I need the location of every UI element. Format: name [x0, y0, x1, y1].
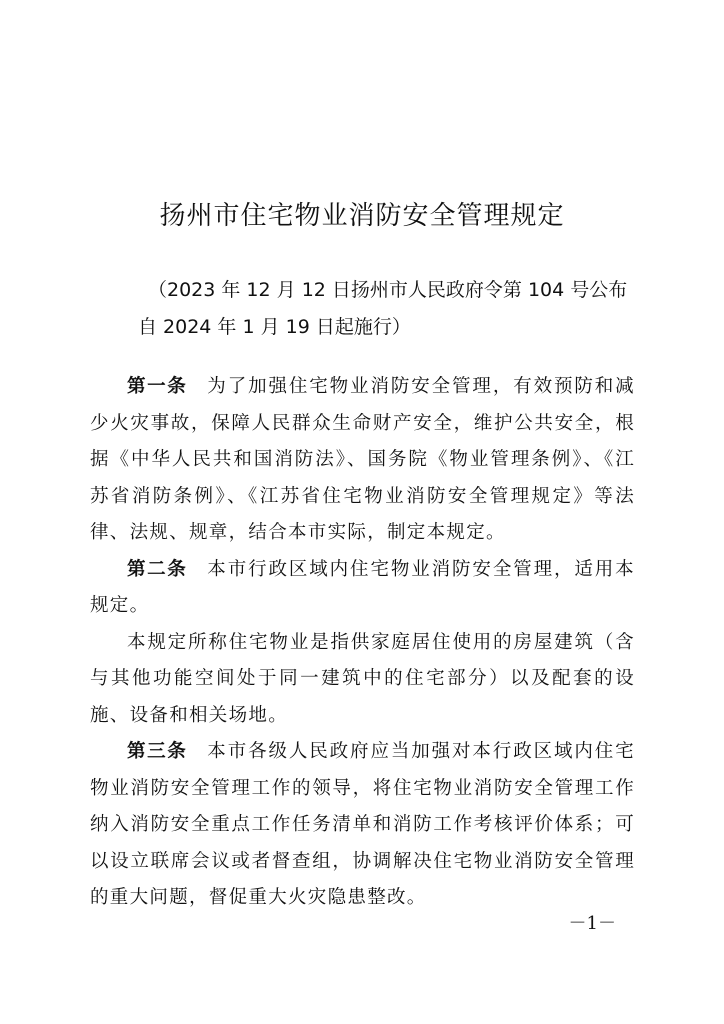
article-1-label: 第一条 — [127, 376, 188, 397]
publication-note — [138, 272, 638, 346]
article-3-text: 本市各级人民政府应当加强对本行政区域内住宅物业消防安全管理工作的领导，将住宅物业消防安全管理工作纳入消防安全重点工作任务清单和消防工作考核评价体系；可以设立联席会议或者督查组，协调解决住宅物业消防安全管理的重大问题，督促重大火灾隐患整改。 — [90, 741, 635, 908]
document-title: 扬州市住宅物业消防安全管理规定 — [159, 201, 565, 231]
publication-note-line-1: （2023 年 12 月 12 日扬州市人民政府令第 104 号公布 — [148, 279, 628, 301]
publication-note-line-2: 自 2024 年 1 月 19 日起施行） — [138, 316, 411, 338]
article-3-paragraph — [90, 734, 635, 917]
article-2-continuation-paragraph — [90, 625, 635, 735]
document-body — [90, 369, 635, 917]
article-2-continuation-text: 本规定所称住宅物业是指供家庭居住使用的房屋建筑（含与其他功能空间处于同一建筑中的住宅部分）以及配套的设施、设备和相关场地。 — [90, 631, 635, 726]
article-2-paragraph — [90, 552, 635, 625]
article-3-label: 第三条 — [127, 741, 188, 762]
page-number: －1－ — [568, 913, 616, 934]
article-1-text: 为了加强住宅物业消防安全管理，有效预防和减少火灾事故，保障人民群众生命财产安全，维护公共安全，根据《中华人民共和国消防法》、国务院《物业管理条例》、《江苏省消防条例》、《江苏省住宅物业消防安全管理规定》等法律、法规、规章，结合本市实际，制定本规定。 — [90, 376, 635, 543]
article-2-text: 本市行政区域内住宅物业消防安全管理，适用本规定。 — [90, 558, 635, 616]
article-2-label: 第二条 — [127, 558, 188, 580]
article-1-paragraph — [90, 369, 635, 552]
